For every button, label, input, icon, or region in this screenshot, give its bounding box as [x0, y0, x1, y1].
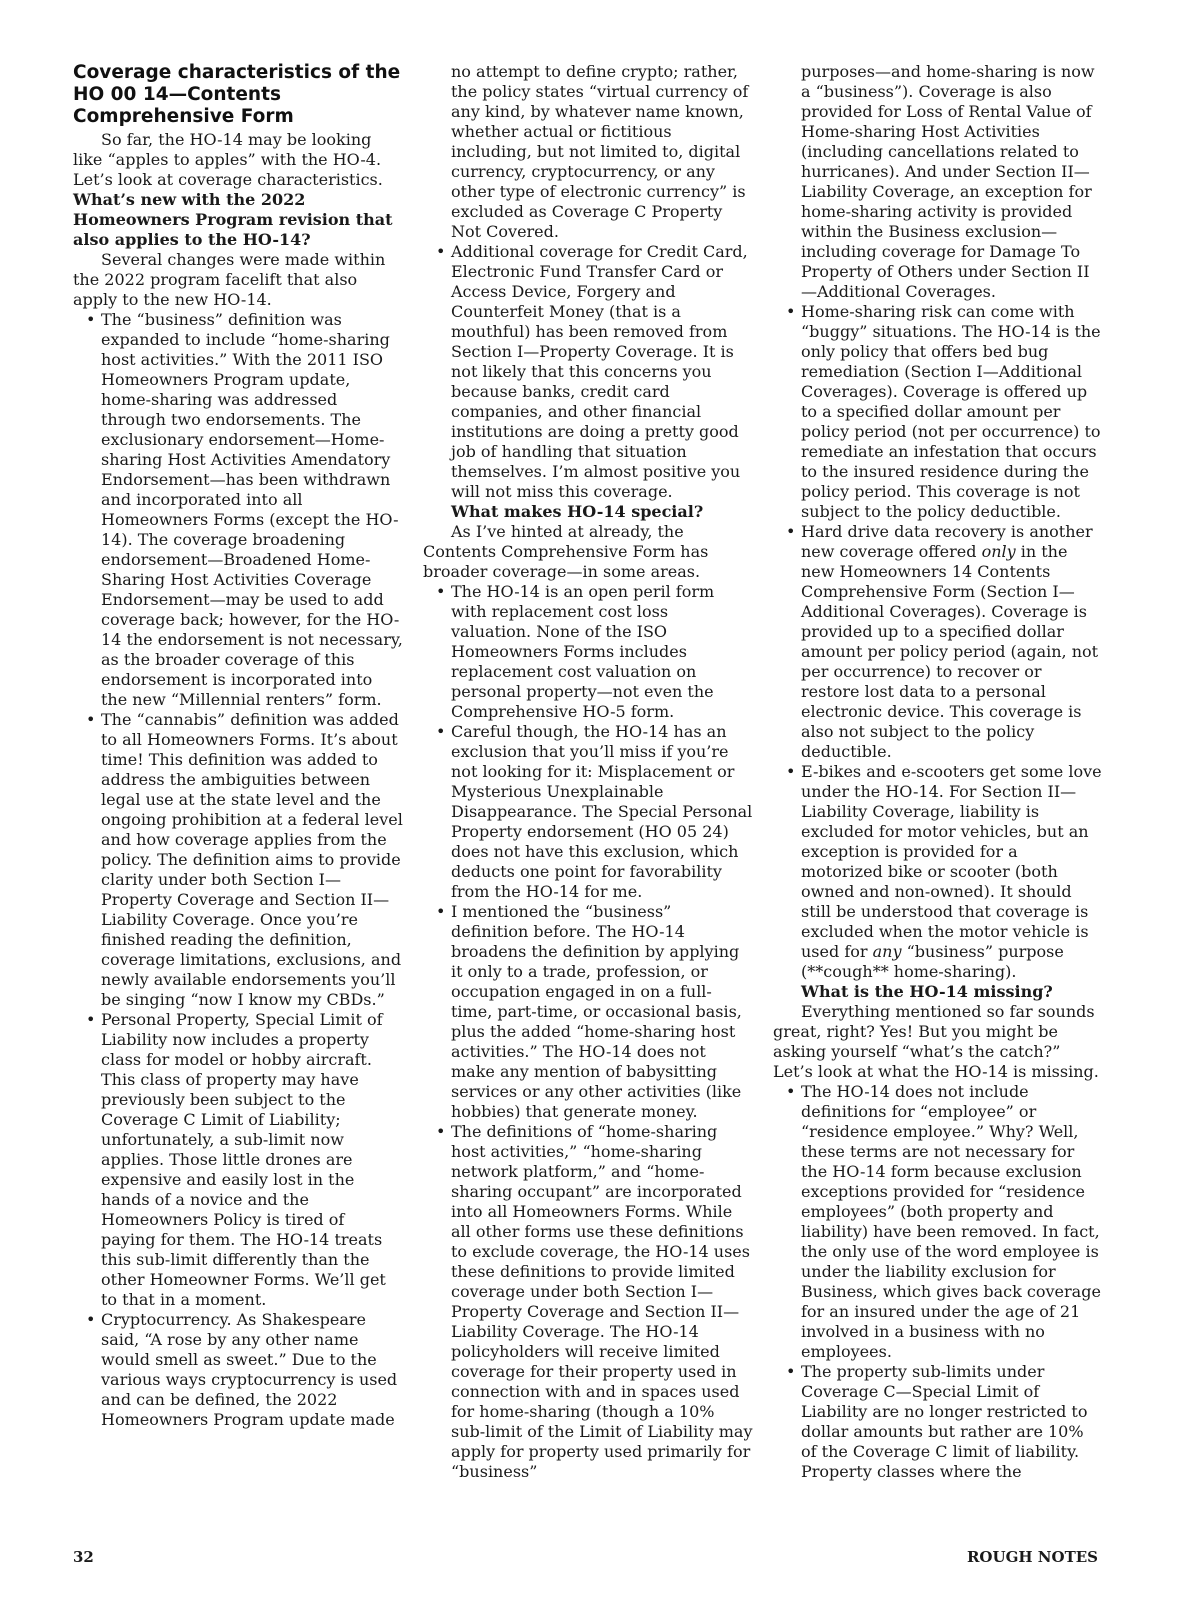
hard-drive-text-a: Hard drive data recovery is another new coverage offered	[801, 522, 1093, 561]
ho14-missing-list	[773, 1082, 1103, 1482]
subheading-ho14-missing: What is the HO-14 missing?	[801, 982, 1053, 1001]
column-2	[423, 62, 753, 1482]
column-1	[73, 62, 403, 1430]
list-item-business-definition: • The “business” definition was expanded to include “home-sharing host activities.” With the 2011 ISO Homeowners Program update, home-sharing was addressed through two endorsements. The exclusionary endorsement—Home-sharing Host Activities Amendatory Endorsement—has been withdrawn and incorporated into all Homeowners Forms (except the HO-14). The coverage broadening endorsement—Broadened Home-Sharing Host Activities Coverage Endorsement—may be used to add coverage back; however, for the HO-14 the endorsement is not necessary, as the broader coverage of this endorsement is incorporated into the new “Millennial renters” form.	[73, 310, 403, 710]
page-number: 32	[73, 1548, 94, 1566]
hard-drive-text-b: in the new Homeowners 14 Contents Comprehensive Form (Section I—Additional Coverages). Coverage is provided up to a specified dollar amount per policy period (again, not per occurrence) to recover or restore lost data to a personal electronic device. This coverage is also not subject to the policy deductible.	[801, 542, 1099, 761]
list-item-credit-card-coverage: • Additional coverage for Credit Card, Electronic Fund Transfer Card or Access Device, Forgery and Counterfeit Money (that is a mouthful) has been removed from Section I—Property Coverage. It is not likely that this concerns you because banks, credit card companies, and other financial institutions are doing a pretty good job of handling that situation themselves. I’m almost positive you will not miss this coverage.	[423, 242, 753, 502]
list-item-employee-definitions: • The HO-14 does not include definitions for “employee” or “residence employee.” Why? Well, these terms are not necessary for the HO-14 form because exclusion exceptions provided for “residence employees” (both property and liability) have been removed. In fact, the only use of the word employee is under the liability exclusion for Business, which gives back coverage for an insured under the age of 21 involved in a business with no employees.	[773, 1082, 1103, 1362]
home-sharing-list	[773, 302, 1103, 982]
e-bikes-text-a: E-bikes and e-scooters get some love under the HO-14. For Section II—Liability Coverage, liability is excluded for motor vehicles, but an exception is provided for a motorized bike or scooter (both owned and non-owned). It should still be understood that coverage is excluded when the motor vehicle is used for	[801, 762, 1102, 961]
subheading-whats-new: What’s new with the 2022 Homeowners Program revision that also applies to the HO-14?	[73, 190, 393, 249]
list-item-open-peril: • The HO-14 is an open peril form with replacement cost loss valuation. None of the ISO Homeowners Forms includes replacement cost valuation on personal property—not even the Comprehensive HO-5 form.	[423, 582, 753, 722]
list-item-cannabis-definition: • The “cannabis” definition was added to all Homeowners Forms. It’s about time! This definition was added to address the ambiguities between legal use at the state level and the ongoing prohibition at a federal level and how coverage applies from the policy. The definition aims to provide clarity under both Section I—Property Coverage and Section II—Liability Coverage. Once you’re finished reading the definition, coverage limitations, exclusions, and newly available endorsements you’ll be singing “now I know my CBDs.”	[73, 710, 403, 1010]
additional-coverage-list	[423, 242, 753, 502]
list-item-business-broadened: • I mentioned the “business” definition before. The HO-14 broadens the definition by applying it only to a trade, profession, or occupation engaged in on a full-time, part-time, or occasional basis, plus the added “home-sharing host activities.” The HO-14 does not make any mention of babysitting services or any other activities (like hobbies) that generate money.	[423, 902, 753, 1122]
ho14-special-list	[423, 582, 753, 1482]
list-item-misplacement-exclusion: • Careful though, the HO-14 has an exclusion that you’ll miss if you’re not looking for it: Misplacement or Mysterious Unexplainable Disappearance. The Special Personal Property endorsement (HO 05 24) does not have this exclusion, which deducts one point for favorability from the HO-14 for me.	[423, 722, 753, 902]
intro-paragraph: So far, the HO-14 may be looking like “apples to apples” with the HO-4. Let’s look at coverage characteristics.	[73, 130, 383, 189]
subheading-ho14-special: What makes HO-14 special?	[451, 502, 704, 521]
ho14-missing-intro: Everything mentioned so far sounds great, right? Yes! But you might be asking yourself “what’s the catch?” Let’s look at what the HO-14 is missing.	[773, 1002, 1099, 1081]
crypto-continuation: no attempt to define crypto; rather, the policy states “virtual currency of any kind, by whatever name known, whether actual or fictitious including, but not limited to, digital currency, cryptocurrency, or any other type of electronic currency” is excluded as Coverage C Property Not Covered.	[451, 62, 749, 241]
e-bikes-text-b: “business” purpose (**cough** home-sharing).	[801, 942, 1064, 981]
list-item-hobby-aircraft: • Personal Property, Special Limit of Liability now includes a property class for model or hobby aircraft. This class of property may have previously been subject to the Coverage C Limit of Liability; unfortunately, a sub-limit now applies. Those little drones are expensive and easily lost in the hands of a novice and the Homeowners Policy is tired of paying for them. The HO-14 treats this sub-limit differently than the other Homeowner Forms. We’ll get to that in a moment.	[73, 1010, 403, 1310]
list-item-cryptocurrency: • Cryptocurrency. As Shakespeare said, “A rose by any other name would smell as sweet.” Due to the various ways cryptocurrency is used and can be defined, the 2022 Homeowners Program update made	[73, 1310, 403, 1430]
ho14-special-intro: As I’ve hinted at already, the Contents Comprehensive Form has broader coverage—in some areas.	[423, 522, 709, 581]
list-item-hard-drive-recovery	[773, 522, 1103, 762]
publication-name: ROUGH NOTES	[966, 1548, 1098, 1566]
e-bikes-emphasis: any	[872, 942, 902, 961]
list-item-property-sub-limits: • The property sub-limits under Coverage C—Special Limit of Liability are no longer restricted to dollar amounts but rather are 10% of the Coverage C limit of liability. Property classes where the	[773, 1362, 1103, 1482]
home-sharing-continuation: purposes—and home-sharing is now a “business”). Coverage is also provided for Loss of Rental Value of Home-sharing Host Activities (including cancellations related to hurricanes). And under Section II—Liability Coverage, an exception for home-sharing activity is provided within the Business exclusion—including coverage for Damage To Property of Others under Section II—Additional Coverages.	[801, 62, 1095, 301]
list-item-e-bikes	[773, 762, 1103, 982]
column-3	[773, 62, 1103, 1482]
whats-new-intro: Several changes were made within the 2022 program facelift that also apply to the new HO-14.	[73, 250, 386, 309]
hard-drive-emphasis: only	[981, 542, 1016, 561]
list-item-bed-bug: • Home-sharing risk can come with “buggy” situations. The HO-14 is the only policy that offers bed bug remediation (Section I—Additional Coverages). Coverage is offered up to a specified dollar amount per policy period (not per occurrence) to remediate an infestation that occurs to the insured residence during the policy period. This coverage is not subject to the policy deductible.	[773, 302, 1103, 522]
section-heading: Coverage characteristics of the HO 00 14—Contents Comprehensive Form	[73, 62, 401, 127]
list-item-home-sharing-definitions: • The definitions of “home-sharing host activities,” “home-sharing network platform,” and “home-sharing occupant” are incorporated into all Homeowners Forms. While all other forms use these definitions to exclude coverage, the HO-14 uses these definitions to provide limited coverage under both Section I—Property Coverage and Section II—Liability Coverage. The HO-14 policyholders will receive limited coverage for their property used in connection with and in spaces used for home-sharing (though a 10% sub-limit of the Limit of Liability may apply for property used primarily for “business”	[423, 1122, 753, 1482]
whats-new-list	[73, 310, 403, 1430]
